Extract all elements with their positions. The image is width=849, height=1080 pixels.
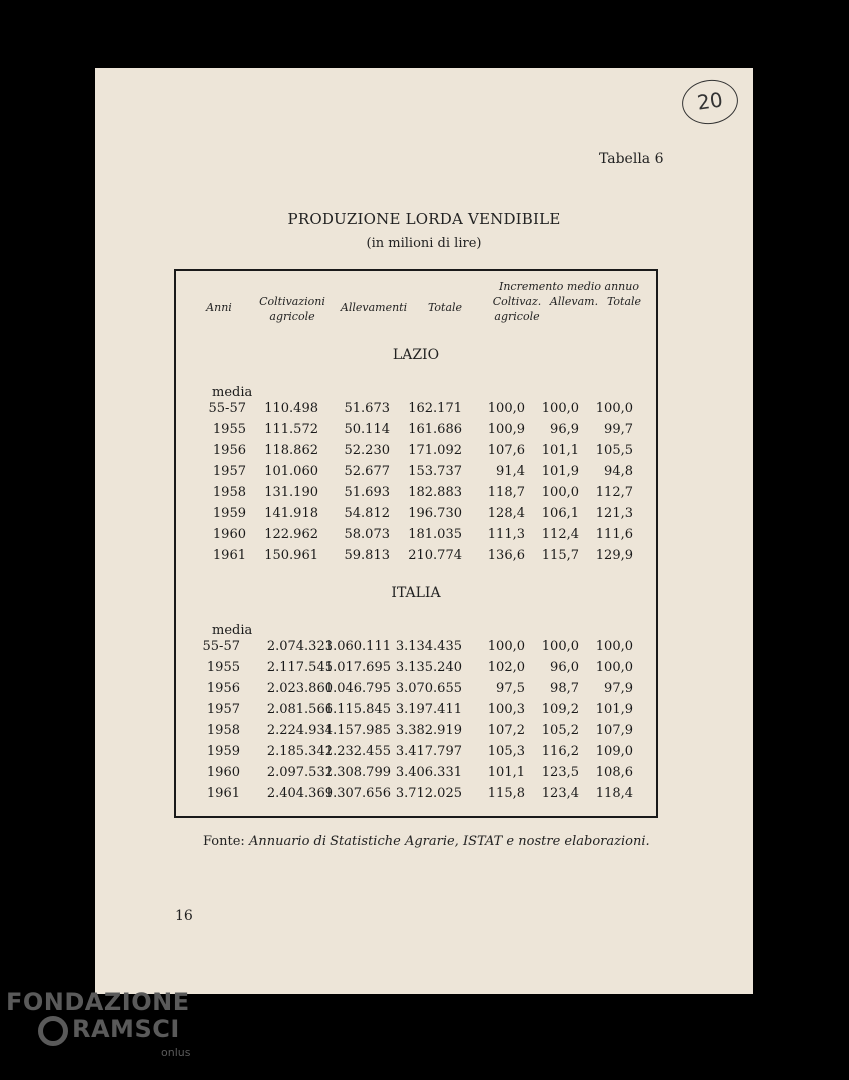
header-coltivazioni [254,294,330,324]
table-cell: 118,7 [487,485,525,500]
table-cell: 111,6 [595,527,633,542]
table-cell: 2.097.532 [266,765,333,780]
table-cell: 161.686 [408,422,462,437]
table-cell: 2.023.860 [266,681,333,696]
table-cell: 3.197.411 [395,702,462,717]
logo-line3: onlus [161,1046,191,1059]
table-cell: 50.114 [344,422,390,437]
table-cell: 3.134.435 [395,639,462,654]
page-number: 16 [175,908,193,924]
table-cell: 111.572 [264,422,318,437]
header-coltivazioni-line2: agricole [269,310,315,323]
section-heading-italia: ITALIA [391,585,441,601]
header-incremento: Incremento medio annuo [499,280,639,293]
table-cell: 2.404.369 [266,786,333,801]
table-cell: 1958 [212,485,246,500]
table-cell: 100,0 [541,485,579,500]
table-cell: 1.060.111 [324,639,391,654]
header-coltivaz-line1: Coltivaz. [492,295,542,308]
table-cell: 105,5 [595,443,633,458]
table-cell: 112,7 [595,485,633,500]
source-note [203,834,650,849]
table-cell: 54.812 [344,506,390,521]
table-cell: 118,4 [595,786,633,801]
table-cell: 100,0 [595,401,633,416]
table-cell: 1960 [206,765,240,780]
table-cell: 100,0 [541,639,579,654]
table-cell: 115,8 [487,786,525,801]
table-cell: 1.232.455 [324,744,391,759]
table-cell: 51.673 [344,401,390,416]
table-cell: 1.307.656 [324,786,391,801]
table-subtitle: (in milioni di lire) [366,236,482,251]
table-cell: 1961 [206,786,240,801]
logo-g-ring [38,1016,68,1046]
table-cell: 1955 [206,660,240,675]
table-cell: 1959 [212,506,246,521]
table-cell: 101,1 [541,443,579,458]
table-cell: 141.918 [264,506,318,521]
table-cell: 112,4 [541,527,579,542]
table-cell: 97,5 [496,681,525,696]
table-cell: 108,6 [595,765,633,780]
table-cell: 100,3 [487,702,525,717]
table-cell: 3.070.655 [395,681,462,696]
table-cell: 55-57 [202,639,240,654]
table-cell: 196.730 [408,506,462,521]
table-cell: 1.308.799 [324,765,391,780]
table-cell: 98,7 [550,681,579,696]
table-cell: 1.017.695 [324,660,391,675]
table-cell: 105,3 [487,744,525,759]
table-cell: 97,9 [604,681,633,696]
logo-line1: FONDAZIONE [6,988,190,1016]
table-cell: 110.498 [264,401,318,416]
table-cell: 1.157.985 [324,723,391,738]
table-cell: 107,6 [487,443,525,458]
table-cell: 1957 [212,464,246,479]
table-cell: 3.417.797 [395,744,462,759]
table-cell: 1956 [212,443,246,458]
table-cell: 100,0 [595,660,633,675]
table-cell: 101,1 [487,765,525,780]
table-cell: 91,4 [496,464,525,479]
media-label: media [212,385,253,400]
table-cell: 101,9 [541,464,579,479]
table-cell: 59.813 [344,548,390,563]
table-cell: 181.035 [408,527,462,542]
table-cell: 106,1 [541,506,579,521]
table-cell: 1.046.795 [324,681,391,696]
archive-number-stamp: 20 [679,76,741,127]
table-cell: 3.712.025 [395,786,462,801]
table-cell: 107,9 [595,723,633,738]
table-cell: 129,9 [595,548,633,563]
table-cell: 131.190 [264,485,318,500]
header-coltivaz-line2: agricole [494,310,540,323]
table-cell: 115,7 [541,548,579,563]
table-cell: 171.092 [408,443,462,458]
table-cell: 109,0 [595,744,633,759]
table-cell: 3.406.331 [395,765,462,780]
table-cell: 1958 [206,723,240,738]
table-cell: 2.074.323 [266,639,333,654]
table-title: PRODUZIONE LORDA VENDIBILE [287,210,561,228]
header-anni: Anni [206,301,232,314]
table-cell: 2.224.934 [266,723,333,738]
table-cell: 102,0 [487,660,525,675]
table-cell: 101.060 [264,464,318,479]
table-cell: 1956 [206,681,240,696]
table-cell: 51.693 [344,485,390,500]
table-cell: 153.737 [408,464,462,479]
section-heading-lazio: LAZIO [392,347,440,363]
table-cell: 122.962 [264,527,318,542]
header-coltivazioni-line1: Coltivazioni [259,295,325,308]
table-cell: 150.961 [264,548,318,563]
header-allevam: Allevam. [549,295,599,308]
header-totale-incremento: Totale [606,295,642,308]
source-label: Fonte: [203,834,245,849]
table-cell: 210.774 [408,548,462,563]
header-allevamenti: Allevamenti [340,301,408,314]
table-cell: 100,0 [541,401,579,416]
table-cell: 123,5 [541,765,579,780]
table-cell: 111,3 [487,527,525,542]
table-cell: 99,7 [604,422,633,437]
table-cell: 109,2 [541,702,579,717]
table-cell: 96,9 [550,422,579,437]
table-cell: 55-57 [208,401,246,416]
media-label: media [212,623,253,638]
table-cell: 121,3 [595,506,633,521]
table-cell: 96,0 [550,660,579,675]
table-cell: 105,2 [541,723,579,738]
table-cell: 1.115.845 [324,702,391,717]
table-cell: 100,0 [595,639,633,654]
table-cell: 1955 [212,422,246,437]
table-cell: 52.677 [344,464,390,479]
table-cell: 58.073 [344,527,390,542]
table-cell: 2.185.342 [266,744,333,759]
table-label: Tabella 6 [599,151,664,167]
header-coltivaz [490,294,544,324]
table-cell: 100,0 [487,639,525,654]
table-cell: 100,9 [487,422,525,437]
table-cell: 2.081.566 [266,702,333,717]
table-cell: 94,8 [604,464,633,479]
table-cell: 101,9 [595,702,633,717]
table-cell: 136,6 [487,548,525,563]
table-cell: 52.230 [344,443,390,458]
table-cell: 128,4 [487,506,525,521]
table-cell: 3.382.919 [395,723,462,738]
table-cell: 123,4 [541,786,579,801]
table-cell: 1959 [206,744,240,759]
source-text: Annuario di Statistiche Agrarie, ISTAT e nostre elaborazioni. [248,834,650,849]
table-cell: 182.883 [408,485,462,500]
table-cell: 2.117.545 [266,660,333,675]
table-cell: 100,0 [487,401,525,416]
table-cell: 1957 [206,702,240,717]
table-cell: 1961 [212,548,246,563]
table-cell: 118.862 [264,443,318,458]
table-cell: 3.135.240 [395,660,462,675]
table-cell: 1960 [212,527,246,542]
table-cell: 162.171 [408,401,462,416]
table-cell: 107,2 [487,723,525,738]
logo-line2: RAMSCI [72,1015,180,1043]
table-cell: 116,2 [541,744,579,759]
header-totale: Totale [427,301,463,314]
